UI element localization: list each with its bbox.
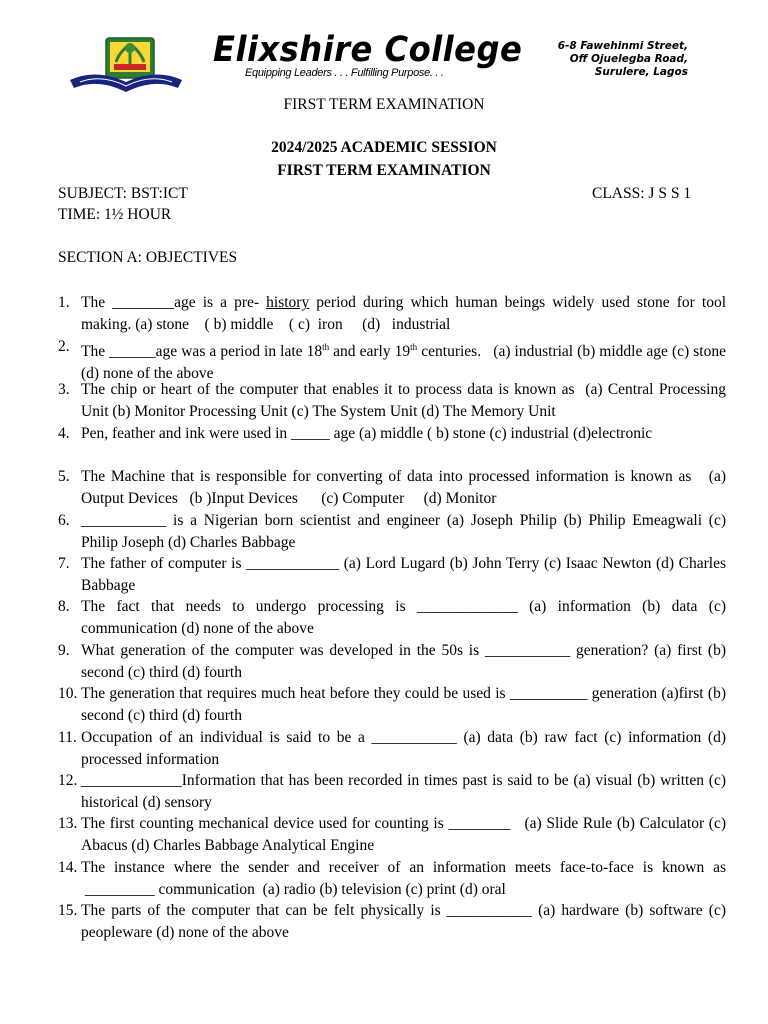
question-number: 3. xyxy=(58,381,70,398)
exam-heading: FIRST TERM EXAMINATION xyxy=(283,96,485,113)
letterhead xyxy=(0,0,768,95)
school-crest-icon xyxy=(66,36,186,96)
address-line: 6-8 Fawehinmi Street, xyxy=(557,40,688,52)
question-number: 15. xyxy=(58,902,78,919)
question-text: Occupation of an individual is said to be a ___________ (a) data (b) raw fact (c) information (d) processed information xyxy=(81,729,726,768)
question-text: The chip or heart of the computer that enables it to process data is known as (a) Central Processing Unit (b) Monitor Processing Unit (c) The System Unit (d) The Memory Unit xyxy=(81,381,726,420)
question-item xyxy=(58,900,726,944)
school-address xyxy=(558,40,688,79)
question-item xyxy=(58,423,726,445)
school-motto: Equipping Leaders . . . Fulfilling Purpose. . . xyxy=(245,67,444,79)
question-number: 14. xyxy=(58,859,78,876)
question-number: 10. xyxy=(58,685,78,702)
question-text: _____________Information that has been recorded in times past is said to be (a) visual (b) written (c) historical (d) sensory xyxy=(81,772,726,811)
question-text: The fact that needs to undergo processing is _____________ (a) information (b) data (c) communication (d) none of the above xyxy=(81,598,726,637)
question-text: The ______age was a period in late 18th and early 19th centuries. (a) industrial (b) middle age (c) stone (d) none of the above xyxy=(81,342,726,383)
section-heading: SECTION A: OBJECTIVES xyxy=(58,249,238,266)
address-line: Off Ojuelegba Road, xyxy=(569,53,688,65)
question-number: 9. xyxy=(58,642,70,659)
question-item xyxy=(58,553,726,597)
question-item xyxy=(58,813,726,857)
question-item xyxy=(58,336,726,385)
question-item xyxy=(58,640,726,684)
subject-label: SUBJECT: BST:ICT xyxy=(58,185,188,202)
school-name: Elixshire College xyxy=(213,30,523,70)
question-item xyxy=(58,379,726,423)
academic-session: 2024/2025 ACADEMIC SESSION xyxy=(271,139,497,156)
question-number: 6. xyxy=(58,512,70,529)
question-text: The ________age is a pre- history period during which human beings widely used stone for tool making. (a) stone ( b) middle ( c) iron (d) industrial xyxy=(81,294,727,333)
question-number: 4. xyxy=(58,425,70,442)
question-item xyxy=(58,770,726,814)
question-text: Pen, feather and ink were used in _____ age (a) middle ( b) stone (c) industrial (d)electronic xyxy=(81,425,653,442)
question-text: The father of computer is ____________ (a) Lord Lugard (b) John Terry (c) Isaac Newton (d) Charles Babbage xyxy=(81,555,726,594)
question-number: 2. xyxy=(58,338,70,355)
class-label: CLASS: J S S 1 xyxy=(592,185,692,202)
address-line: Surulere, Lagos xyxy=(594,66,688,78)
question-number: 7. xyxy=(58,555,70,572)
question-text: The first counting mechanical device used for counting is ________ (a) Slide Rule (b) Calculator (c) Abacus (d) Charles Babbage Analytical Engine xyxy=(81,815,726,854)
question-text: The instance where the sender and receiver of an information meets face-to-face is known as _________ communication (a) radio (b) television (c) print (d) oral xyxy=(81,859,726,898)
question-text: The Machine that is responsible for converting of data into processed information is known as (a) Output Devices (b )Input Devices (c) Computer (d) Monitor xyxy=(81,468,726,507)
question-number: 11. xyxy=(58,729,77,746)
question-item xyxy=(58,466,726,510)
question-item xyxy=(58,596,726,640)
question-text: What generation of the computer was developed in the 50s is ___________ generation? (a) first (b) second (c) third (d) fourth xyxy=(81,642,726,681)
question-item xyxy=(58,727,726,771)
question-number: 13. xyxy=(58,815,78,832)
question-text: ___________ is a Nigerian born scientist and engineer (a) Joseph Philip (b) Philip Emeagwali (c) Philip Joseph (d) Charles Babbage xyxy=(81,512,726,551)
question-text: The generation that requires much heat before they could be used is __________ generation (a)first (b) second (c) third (d) fourth xyxy=(81,685,726,724)
question-item xyxy=(58,683,726,727)
question-number: 8. xyxy=(58,598,70,615)
exam-title: FIRST TERM EXAMINATION xyxy=(277,162,491,179)
question-number: 5. xyxy=(58,468,70,485)
time-label: TIME: 1½ HOUR xyxy=(58,206,172,223)
question-number: 1. xyxy=(58,294,70,311)
question-item xyxy=(58,292,726,336)
question-item xyxy=(58,857,726,901)
question-text: The parts of the computer that can be felt physically is ___________ (a) hardware (b) software (c) peopleware (d) none of the above xyxy=(81,902,726,941)
question-item xyxy=(58,510,726,554)
question-number: 12. xyxy=(58,772,78,789)
